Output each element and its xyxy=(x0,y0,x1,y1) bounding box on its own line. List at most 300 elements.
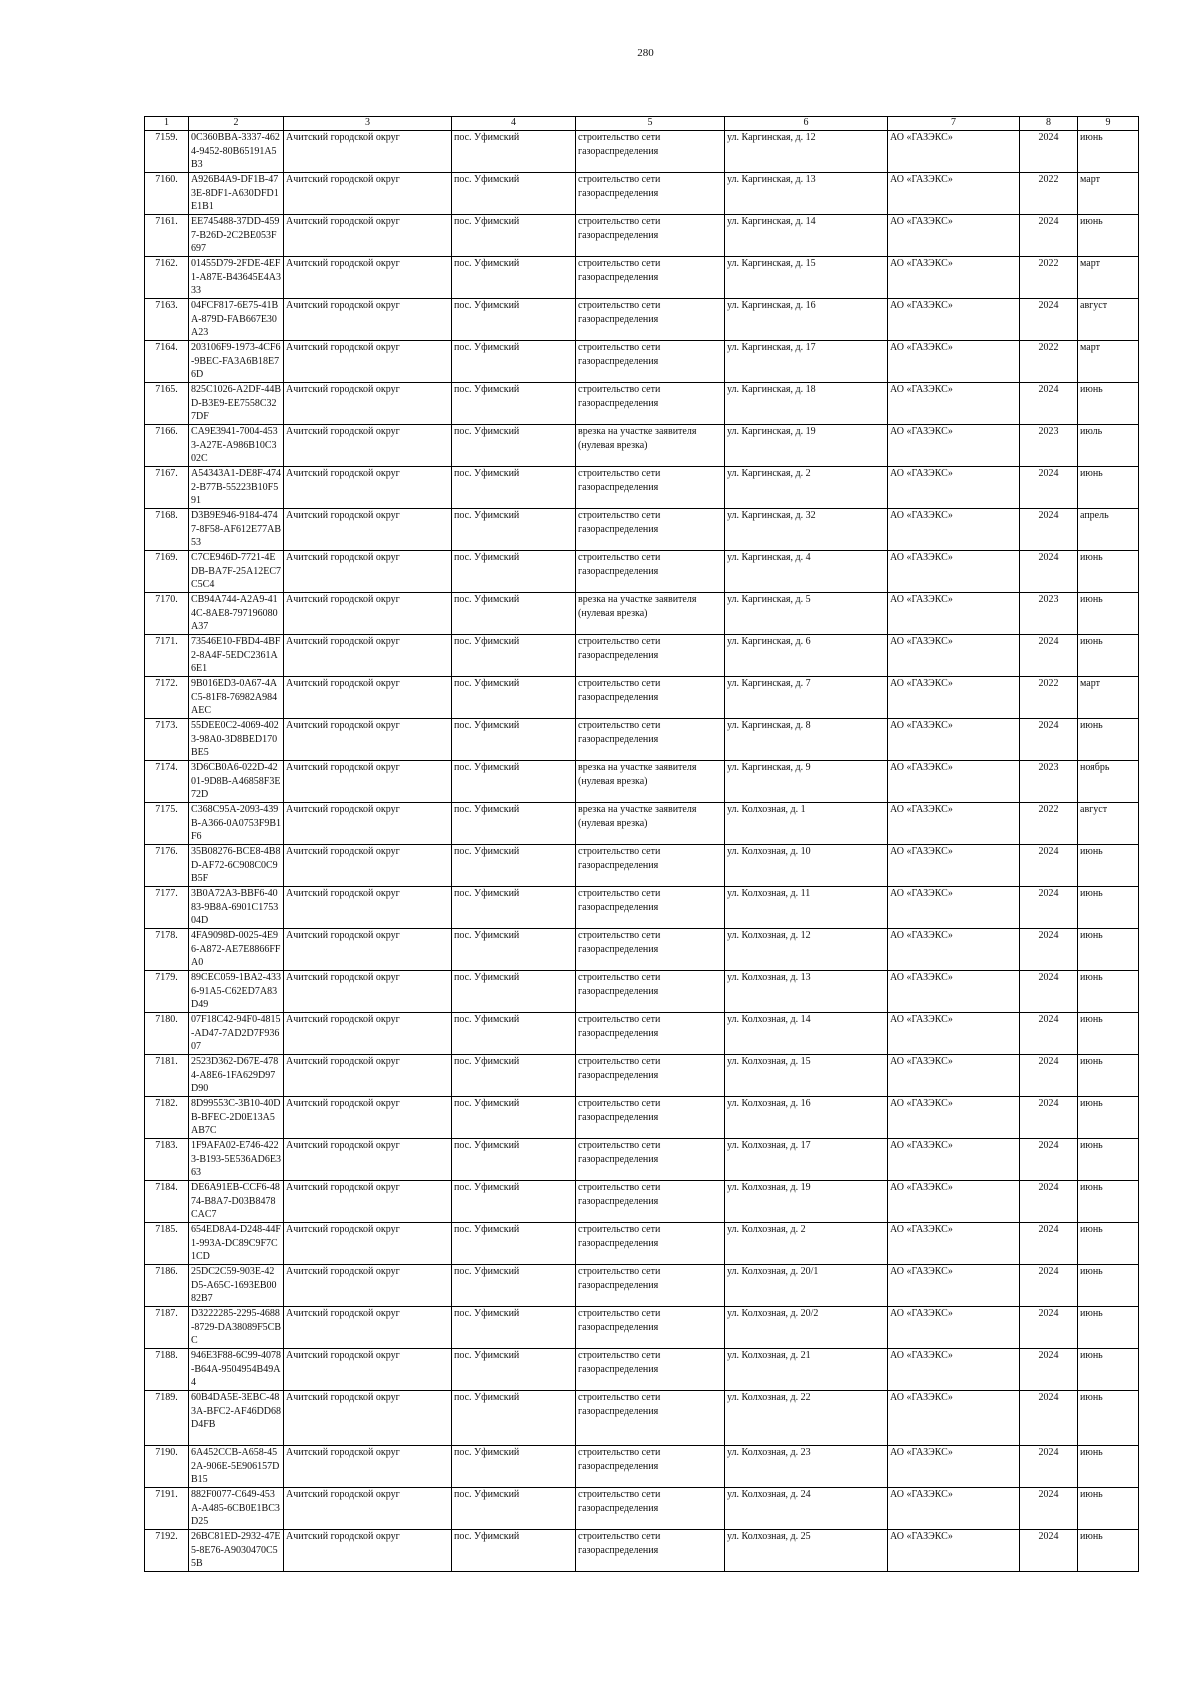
settlement-cell: пос. Уфимский xyxy=(452,1446,576,1488)
settlement-cell: пос. Уфимский xyxy=(452,677,576,719)
table-row xyxy=(145,719,1139,761)
object-id-cell: 35B08276-BCE8-4B8D-AF72-6C908C0C9B5F xyxy=(189,845,284,887)
work-type-cell: строительство сети газораспределения xyxy=(576,215,725,257)
work-type-cell: строительство сети газораспределения xyxy=(576,929,725,971)
row-number-cell: 7189. xyxy=(145,1391,189,1446)
table-row xyxy=(145,1307,1139,1349)
organization-cell: АО «ГАЗЭКС» xyxy=(888,425,1020,467)
settlement-cell: пос. Уфимский xyxy=(452,551,576,593)
address-cell: ул. Колхозная, д. 11 xyxy=(725,887,888,929)
object-id-cell: CA9E3941-7004-4533-A27E-A986B10C302C xyxy=(189,425,284,467)
month-cell: июнь xyxy=(1078,593,1139,635)
district-cell: Ачитский городской округ xyxy=(284,803,452,845)
address-cell: ул. Каргинская, д. 32 xyxy=(725,509,888,551)
year-cell: 2024 xyxy=(1020,845,1078,887)
table-row xyxy=(145,1265,1139,1307)
month-cell: июнь xyxy=(1078,1013,1139,1055)
year-cell: 2023 xyxy=(1020,593,1078,635)
address-cell: ул. Колхозная, д. 25 xyxy=(725,1530,888,1572)
object-id-cell: 4FA9098D-0025-4E96-A872-AE7E8866FFA0 xyxy=(189,929,284,971)
district-cell: Ачитский городской округ xyxy=(284,1265,452,1307)
column-header: 6 xyxy=(725,117,888,131)
year-cell: 2022 xyxy=(1020,173,1078,215)
table-row xyxy=(145,1391,1139,1446)
organization-cell: АО «ГАЗЭКС» xyxy=(888,1307,1020,1349)
district-cell: Ачитский городской округ xyxy=(284,1446,452,1488)
district-cell: Ачитский городской округ xyxy=(284,1097,452,1139)
row-number-cell: 7159. xyxy=(145,131,189,173)
month-cell: март xyxy=(1078,257,1139,299)
object-id-cell: 1F9AFA02-E746-4223-B193-5E536AD6E363 xyxy=(189,1139,284,1181)
address-cell: ул. Каргинская, д. 5 xyxy=(725,593,888,635)
organization-cell: АО «ГАЗЭКС» xyxy=(888,1223,1020,1265)
settlement-cell: пос. Уфимский xyxy=(452,1488,576,1530)
row-number-cell: 7167. xyxy=(145,467,189,509)
district-cell: Ачитский городской округ xyxy=(284,1223,452,1265)
settlement-cell: пос. Уфимский xyxy=(452,887,576,929)
address-cell: ул. Каргинская, д. 9 xyxy=(725,761,888,803)
table-row xyxy=(145,257,1139,299)
row-number-cell: 7164. xyxy=(145,341,189,383)
district-cell: Ачитский городской округ xyxy=(284,1391,452,1446)
year-cell: 2024 xyxy=(1020,971,1078,1013)
settlement-cell: пос. Уфимский xyxy=(452,509,576,551)
month-cell: август xyxy=(1078,803,1139,845)
district-cell: Ачитский городской округ xyxy=(284,341,452,383)
month-cell: июнь xyxy=(1078,467,1139,509)
address-cell: ул. Каргинская, д. 16 xyxy=(725,299,888,341)
address-cell: ул. Каргинская, д. 4 xyxy=(725,551,888,593)
table-row xyxy=(145,1530,1139,1572)
address-cell: ул. Колхозная, д. 12 xyxy=(725,929,888,971)
settlement-cell: пос. Уфимский xyxy=(452,173,576,215)
address-cell: ул. Каргинская, д. 7 xyxy=(725,677,888,719)
object-id-cell: D3222285-2295-4688-8729-DA38089F5CBC xyxy=(189,1307,284,1349)
district-cell: Ачитский городской округ xyxy=(284,1349,452,1391)
work-type-cell: строительство сети газораспределения xyxy=(576,677,725,719)
month-cell: июнь xyxy=(1078,1446,1139,1488)
settlement-cell: пос. Уфимский xyxy=(452,257,576,299)
work-type-cell: строительство сети газораспределения xyxy=(576,1265,725,1307)
object-id-cell: 89CEC059-1BA2-4336-91A5-C62ED7A83D49 xyxy=(189,971,284,1013)
work-type-cell: строительство сети газораспределения xyxy=(576,257,725,299)
district-cell: Ачитский городской округ xyxy=(284,1307,452,1349)
district-cell: Ачитский городской округ xyxy=(284,383,452,425)
object-id-cell: 0C360BBA-3337-4624-9452-80B65191A5B3 xyxy=(189,131,284,173)
settlement-cell: пос. Уфимский xyxy=(452,1307,576,1349)
row-number-cell: 7169. xyxy=(145,551,189,593)
organization-cell: АО «ГАЗЭКС» xyxy=(888,1391,1020,1446)
month-cell: март xyxy=(1078,173,1139,215)
month-cell: июнь xyxy=(1078,1097,1139,1139)
address-cell: ул. Колхозная, д. 1 xyxy=(725,803,888,845)
column-number-row xyxy=(145,117,1139,131)
work-type-cell: строительство сети газораспределения xyxy=(576,341,725,383)
year-cell: 2024 xyxy=(1020,719,1078,761)
work-type-cell: строительство сети газораспределения xyxy=(576,299,725,341)
table-row xyxy=(145,1013,1139,1055)
year-cell: 2024 xyxy=(1020,1223,1078,1265)
row-number-cell: 7183. xyxy=(145,1139,189,1181)
column-header: 9 xyxy=(1078,117,1139,131)
row-number-cell: 7184. xyxy=(145,1181,189,1223)
settlement-cell: пос. Уфимский xyxy=(452,1391,576,1446)
organization-cell: АО «ГАЗЭКС» xyxy=(888,1139,1020,1181)
address-cell: ул. Колхозная, д. 13 xyxy=(725,971,888,1013)
district-cell: Ачитский городской округ xyxy=(284,635,452,677)
settlement-cell: пос. Уфимский xyxy=(452,1097,576,1139)
month-cell: июнь xyxy=(1078,1307,1139,1349)
organization-cell: АО «ГАЗЭКС» xyxy=(888,929,1020,971)
object-id-cell: A926B4A9-DF1B-473E-8DF1-A630DFD1E1B1 xyxy=(189,173,284,215)
settlement-cell: пос. Уфимский xyxy=(452,845,576,887)
organization-cell: АО «ГАЗЭКС» xyxy=(888,1265,1020,1307)
organization-cell: АО «ГАЗЭКС» xyxy=(888,761,1020,803)
organization-cell: АО «ГАЗЭКС» xyxy=(888,971,1020,1013)
row-number-cell: 7163. xyxy=(145,299,189,341)
settlement-cell: пос. Уфимский xyxy=(452,1349,576,1391)
object-id-cell: 73546E10-FBD4-4BF2-8A4F-5EDC2361A6E1 xyxy=(189,635,284,677)
work-type-cell: врезка на участке заявителя (нулевая врезка) xyxy=(576,803,725,845)
year-cell: 2022 xyxy=(1020,341,1078,383)
object-id-cell: 04FCF817-6E75-41BA-879D-FAB667E30A23 xyxy=(189,299,284,341)
object-id-cell: EE745488-37DD-4597-B26D-2C2BE053F697 xyxy=(189,215,284,257)
address-cell: ул. Каргинская, д. 15 xyxy=(725,257,888,299)
object-id-cell: 825C1026-A2DF-44BD-B3E9-EE7558C327DF xyxy=(189,383,284,425)
district-cell: Ачитский городской округ xyxy=(284,173,452,215)
work-type-cell: строительство сети газораспределения xyxy=(576,719,725,761)
year-cell: 2024 xyxy=(1020,1530,1078,1572)
district-cell: Ачитский городской округ xyxy=(284,131,452,173)
month-cell: апрель xyxy=(1078,509,1139,551)
district-cell: Ачитский городской округ xyxy=(284,971,452,1013)
work-type-cell: строительство сети газораспределения xyxy=(576,1139,725,1181)
object-id-cell: 882F0077-C649-453A-A485-6CB0E1BC3D25 xyxy=(189,1488,284,1530)
table-row xyxy=(145,929,1139,971)
organization-cell: АО «ГАЗЭКС» xyxy=(888,677,1020,719)
organization-cell: АО «ГАЗЭКС» xyxy=(888,509,1020,551)
month-cell: июнь xyxy=(1078,1349,1139,1391)
district-cell: Ачитский городской округ xyxy=(284,509,452,551)
row-number-cell: 7168. xyxy=(145,509,189,551)
address-cell: ул. Колхозная, д. 22 xyxy=(725,1391,888,1446)
organization-cell: АО «ГАЗЭКС» xyxy=(888,635,1020,677)
object-id-cell: 3B0A72A3-BBF6-4083-9B8A-6901C175304D xyxy=(189,887,284,929)
address-cell: ул. Колхозная, д. 16 xyxy=(725,1097,888,1139)
work-type-cell: строительство сети газораспределения xyxy=(576,635,725,677)
month-cell: июнь xyxy=(1078,1223,1139,1265)
year-cell: 2024 xyxy=(1020,1488,1078,1530)
work-type-cell: строительство сети газораспределения xyxy=(576,1391,725,1446)
settlement-cell: пос. Уфимский xyxy=(452,1139,576,1181)
page-number: 280 xyxy=(637,47,654,59)
district-cell: Ачитский городской округ xyxy=(284,551,452,593)
work-type-cell: строительство сети газораспределения xyxy=(576,467,725,509)
address-cell: ул. Колхозная, д. 2 xyxy=(725,1223,888,1265)
month-cell: март xyxy=(1078,677,1139,719)
row-number-cell: 7172. xyxy=(145,677,189,719)
table-row xyxy=(145,1097,1139,1139)
row-number-cell: 7182. xyxy=(145,1097,189,1139)
table-row xyxy=(145,341,1139,383)
month-cell: июнь xyxy=(1078,383,1139,425)
settlement-cell: пос. Уфимский xyxy=(452,299,576,341)
district-cell: Ачитский городской округ xyxy=(284,467,452,509)
object-id-cell: A54343A1-DE8F-4742-B77B-55223B10F591 xyxy=(189,467,284,509)
address-cell: ул. Колхозная, д. 20/1 xyxy=(725,1265,888,1307)
settlement-cell: пос. Уфимский xyxy=(452,803,576,845)
work-type-cell: строительство сети газораспределения xyxy=(576,1181,725,1223)
district-cell: Ачитский городской округ xyxy=(284,761,452,803)
year-cell: 2023 xyxy=(1020,425,1078,467)
year-cell: 2024 xyxy=(1020,1139,1078,1181)
district-cell: Ачитский городской округ xyxy=(284,1013,452,1055)
organization-cell: АО «ГАЗЭКС» xyxy=(888,887,1020,929)
column-header: 7 xyxy=(888,117,1020,131)
work-type-cell: строительство сети газораспределения xyxy=(576,551,725,593)
address-cell: ул. Каргинская, д. 17 xyxy=(725,341,888,383)
column-header: 3 xyxy=(284,117,452,131)
district-cell: Ачитский городской округ xyxy=(284,1055,452,1097)
month-cell: июнь xyxy=(1078,1265,1139,1307)
object-id-cell: CB94A744-A2A9-414C-8AE8-797196080A37 xyxy=(189,593,284,635)
object-id-cell: 26BC81ED-2932-47E5-8E76-A9030470C55B xyxy=(189,1530,284,1572)
organization-cell: АО «ГАЗЭКС» xyxy=(888,1488,1020,1530)
month-cell: июнь xyxy=(1078,1139,1139,1181)
settlement-cell: пос. Уфимский xyxy=(452,1265,576,1307)
month-cell: июнь xyxy=(1078,1488,1139,1530)
column-header: 2 xyxy=(189,117,284,131)
district-cell: Ачитский городской округ xyxy=(284,1530,452,1572)
month-cell: июнь xyxy=(1078,1181,1139,1223)
year-cell: 2024 xyxy=(1020,131,1078,173)
organization-cell: АО «ГАЗЭКС» xyxy=(888,467,1020,509)
settlement-cell: пос. Уфимский xyxy=(452,929,576,971)
object-id-cell: 9B016ED3-0A67-4AC5-81F8-76982A984AEC xyxy=(189,677,284,719)
table-row xyxy=(145,1488,1139,1530)
month-cell: июнь xyxy=(1078,845,1139,887)
table-row xyxy=(145,383,1139,425)
settlement-cell: пос. Уфимский xyxy=(452,635,576,677)
organization-cell: АО «ГАЗЭКС» xyxy=(888,215,1020,257)
table-row xyxy=(145,635,1139,677)
organization-cell: АО «ГАЗЭКС» xyxy=(888,719,1020,761)
row-number-cell: 7176. xyxy=(145,845,189,887)
work-type-cell: строительство сети газораспределения xyxy=(576,1223,725,1265)
row-number-cell: 7178. xyxy=(145,929,189,971)
table-row xyxy=(145,845,1139,887)
row-number-cell: 7188. xyxy=(145,1349,189,1391)
district-cell: Ачитский городской округ xyxy=(284,677,452,719)
work-type-cell: строительство сети газораспределения xyxy=(576,1097,725,1139)
year-cell: 2023 xyxy=(1020,761,1078,803)
month-cell: июнь xyxy=(1078,1530,1139,1572)
month-cell: июнь xyxy=(1078,215,1139,257)
row-number-cell: 7170. xyxy=(145,593,189,635)
organization-cell: АО «ГАЗЭКС» xyxy=(888,593,1020,635)
district-cell: Ачитский городской округ xyxy=(284,887,452,929)
table-row xyxy=(145,299,1139,341)
table-row xyxy=(145,551,1139,593)
table-row xyxy=(145,593,1139,635)
work-type-cell: строительство сети газораспределения xyxy=(576,509,725,551)
row-number-cell: 7190. xyxy=(145,1446,189,1488)
district-cell: Ачитский городской округ xyxy=(284,719,452,761)
table-body xyxy=(145,131,1139,1572)
object-id-cell: 55DEE0C2-4069-4023-98A0-3D8BED170BE5 xyxy=(189,719,284,761)
year-cell: 2022 xyxy=(1020,257,1078,299)
settlement-cell: пос. Уфимский xyxy=(452,383,576,425)
object-id-cell: 3D6CB0A6-022D-4201-9D8B-A46858F3E72D xyxy=(189,761,284,803)
month-cell: июнь xyxy=(1078,929,1139,971)
district-cell: Ачитский городской округ xyxy=(284,425,452,467)
year-cell: 2024 xyxy=(1020,1097,1078,1139)
address-cell: ул. Колхозная, д. 14 xyxy=(725,1013,888,1055)
month-cell: июнь xyxy=(1078,1055,1139,1097)
organization-cell: АО «ГАЗЭКС» xyxy=(888,1530,1020,1572)
row-number-cell: 7180. xyxy=(145,1013,189,1055)
address-cell: ул. Каргинская, д. 12 xyxy=(725,131,888,173)
row-number-cell: 7186. xyxy=(145,1265,189,1307)
settlement-cell: пос. Уфимский xyxy=(452,1055,576,1097)
table-row xyxy=(145,1446,1139,1488)
address-cell: ул. Каргинская, д. 8 xyxy=(725,719,888,761)
object-id-cell: 25DC2C59-903E-42D5-A65C-1693EB0082B7 xyxy=(189,1265,284,1307)
month-cell: июнь xyxy=(1078,971,1139,1013)
settlement-cell: пос. Уфимский xyxy=(452,1013,576,1055)
year-cell: 2024 xyxy=(1020,1349,1078,1391)
district-cell: Ачитский городской округ xyxy=(284,215,452,257)
table-row xyxy=(145,761,1139,803)
year-cell: 2024 xyxy=(1020,1055,1078,1097)
table-row xyxy=(145,509,1139,551)
work-type-cell: строительство сети газораспределения xyxy=(576,383,725,425)
work-type-cell: строительство сети газораспределения xyxy=(576,131,725,173)
organization-cell: АО «ГАЗЭКС» xyxy=(888,1097,1020,1139)
organization-cell: АО «ГАЗЭКС» xyxy=(888,257,1020,299)
district-cell: Ачитский городской округ xyxy=(284,257,452,299)
organization-cell: АО «ГАЗЭКС» xyxy=(888,803,1020,845)
district-cell: Ачитский городской округ xyxy=(284,929,452,971)
object-id-cell: 60B4DA5E-3EBC-483A-BFC2-AF46DD68D4FB xyxy=(189,1391,284,1446)
settlement-cell: пос. Уфимский xyxy=(452,593,576,635)
table-row xyxy=(145,677,1139,719)
district-cell: Ачитский городской округ xyxy=(284,593,452,635)
month-cell: июнь xyxy=(1078,1391,1139,1446)
table-row xyxy=(145,887,1139,929)
month-cell: июнь xyxy=(1078,131,1139,173)
month-cell: июнь xyxy=(1078,635,1139,677)
row-number-cell: 7174. xyxy=(145,761,189,803)
address-cell: ул. Колхозная, д. 19 xyxy=(725,1181,888,1223)
year-cell: 2024 xyxy=(1020,1013,1078,1055)
organization-cell: АО «ГАЗЭКС» xyxy=(888,551,1020,593)
row-number-cell: 7192. xyxy=(145,1530,189,1572)
district-cell: Ачитский городской округ xyxy=(284,1488,452,1530)
register-table xyxy=(144,116,1139,1572)
organization-cell: АО «ГАЗЭКС» xyxy=(888,173,1020,215)
year-cell: 2024 xyxy=(1020,1446,1078,1488)
work-type-cell: строительство сети газораспределения xyxy=(576,1307,725,1349)
table-row xyxy=(145,215,1139,257)
work-type-cell: строительство сети газораспределения xyxy=(576,1055,725,1097)
row-number-cell: 7171. xyxy=(145,635,189,677)
table-row xyxy=(145,971,1139,1013)
settlement-cell: пос. Уфимский xyxy=(452,1181,576,1223)
work-type-cell: строительство сети газораспределения xyxy=(576,1446,725,1488)
work-type-cell: строительство сети газораспределения xyxy=(576,1349,725,1391)
table-row xyxy=(145,1139,1139,1181)
table-row xyxy=(145,803,1139,845)
address-cell: ул. Колхозная, д. 23 xyxy=(725,1446,888,1488)
organization-cell: АО «ГАЗЭКС» xyxy=(888,1013,1020,1055)
address-cell: ул. Каргинская, д. 13 xyxy=(725,173,888,215)
organization-cell: АО «ГАЗЭКС» xyxy=(888,845,1020,887)
address-cell: ул. Колхозная, д. 21 xyxy=(725,1349,888,1391)
object-id-cell: DE6A91EB-CCF6-4874-B8A7-D03B8478CAC7 xyxy=(189,1181,284,1223)
district-cell: Ачитский городской округ xyxy=(284,1139,452,1181)
settlement-cell: пос. Уфимский xyxy=(452,761,576,803)
row-number-cell: 7162. xyxy=(145,257,189,299)
work-type-cell: строительство сети газораспределения xyxy=(576,1013,725,1055)
table-row xyxy=(145,1181,1139,1223)
address-cell: ул. Колхозная, д. 20/2 xyxy=(725,1307,888,1349)
settlement-cell: пос. Уфимский xyxy=(452,971,576,1013)
organization-cell: АО «ГАЗЭКС» xyxy=(888,299,1020,341)
row-number-cell: 7175. xyxy=(145,803,189,845)
year-cell: 2024 xyxy=(1020,1391,1078,1446)
month-cell: ноябрь xyxy=(1078,761,1139,803)
settlement-cell: пос. Уфимский xyxy=(452,1530,576,1572)
district-cell: Ачитский городской округ xyxy=(284,1181,452,1223)
year-cell: 2024 xyxy=(1020,929,1078,971)
row-number-cell: 7187. xyxy=(145,1307,189,1349)
district-cell: Ачитский городской округ xyxy=(284,299,452,341)
year-cell: 2024 xyxy=(1020,467,1078,509)
row-number-cell: 7161. xyxy=(145,215,189,257)
row-number-cell: 7177. xyxy=(145,887,189,929)
organization-cell: АО «ГАЗЭКС» xyxy=(888,131,1020,173)
object-id-cell: 6A452CCB-A658-452A-906E-5E906157DB15 xyxy=(189,1446,284,1488)
month-cell: август xyxy=(1078,299,1139,341)
year-cell: 2024 xyxy=(1020,299,1078,341)
district-cell: Ачитский городской округ xyxy=(284,845,452,887)
table-row xyxy=(145,467,1139,509)
table-row xyxy=(145,425,1139,467)
work-type-cell: строительство сети газораспределения xyxy=(576,1530,725,1572)
table-row xyxy=(145,1223,1139,1265)
object-id-cell: 654ED8A4-D248-44F1-993A-DC89C9F7C1CD xyxy=(189,1223,284,1265)
work-type-cell: строительство сети газораспределения xyxy=(576,887,725,929)
object-id-cell: 01455D79-2FDE-4EF1-A87E-B43645E4A333 xyxy=(189,257,284,299)
object-id-cell: 946E3F88-6C99-4078-B64A-9504954B49A4 xyxy=(189,1349,284,1391)
work-type-cell: строительство сети газораспределения xyxy=(576,1488,725,1530)
row-number-cell: 7160. xyxy=(145,173,189,215)
table-row xyxy=(145,173,1139,215)
year-cell: 2024 xyxy=(1020,1181,1078,1223)
settlement-cell: пос. Уфимский xyxy=(452,341,576,383)
month-cell: июнь xyxy=(1078,551,1139,593)
work-type-cell: врезка на участке заявителя (нулевая врезка) xyxy=(576,425,725,467)
row-number-cell: 7165. xyxy=(145,383,189,425)
organization-cell: АО «ГАЗЭКС» xyxy=(888,341,1020,383)
object-id-cell: 203106F9-1973-4CF6-9BEC-FA3A6B18E76D xyxy=(189,341,284,383)
table-row xyxy=(145,1055,1139,1097)
year-cell: 2024 xyxy=(1020,509,1078,551)
settlement-cell: пос. Уфимский xyxy=(452,719,576,761)
object-id-cell: 2523D362-D67E-4784-A8E6-1FA629D97D90 xyxy=(189,1055,284,1097)
address-cell: ул. Каргинская, д. 14 xyxy=(725,215,888,257)
